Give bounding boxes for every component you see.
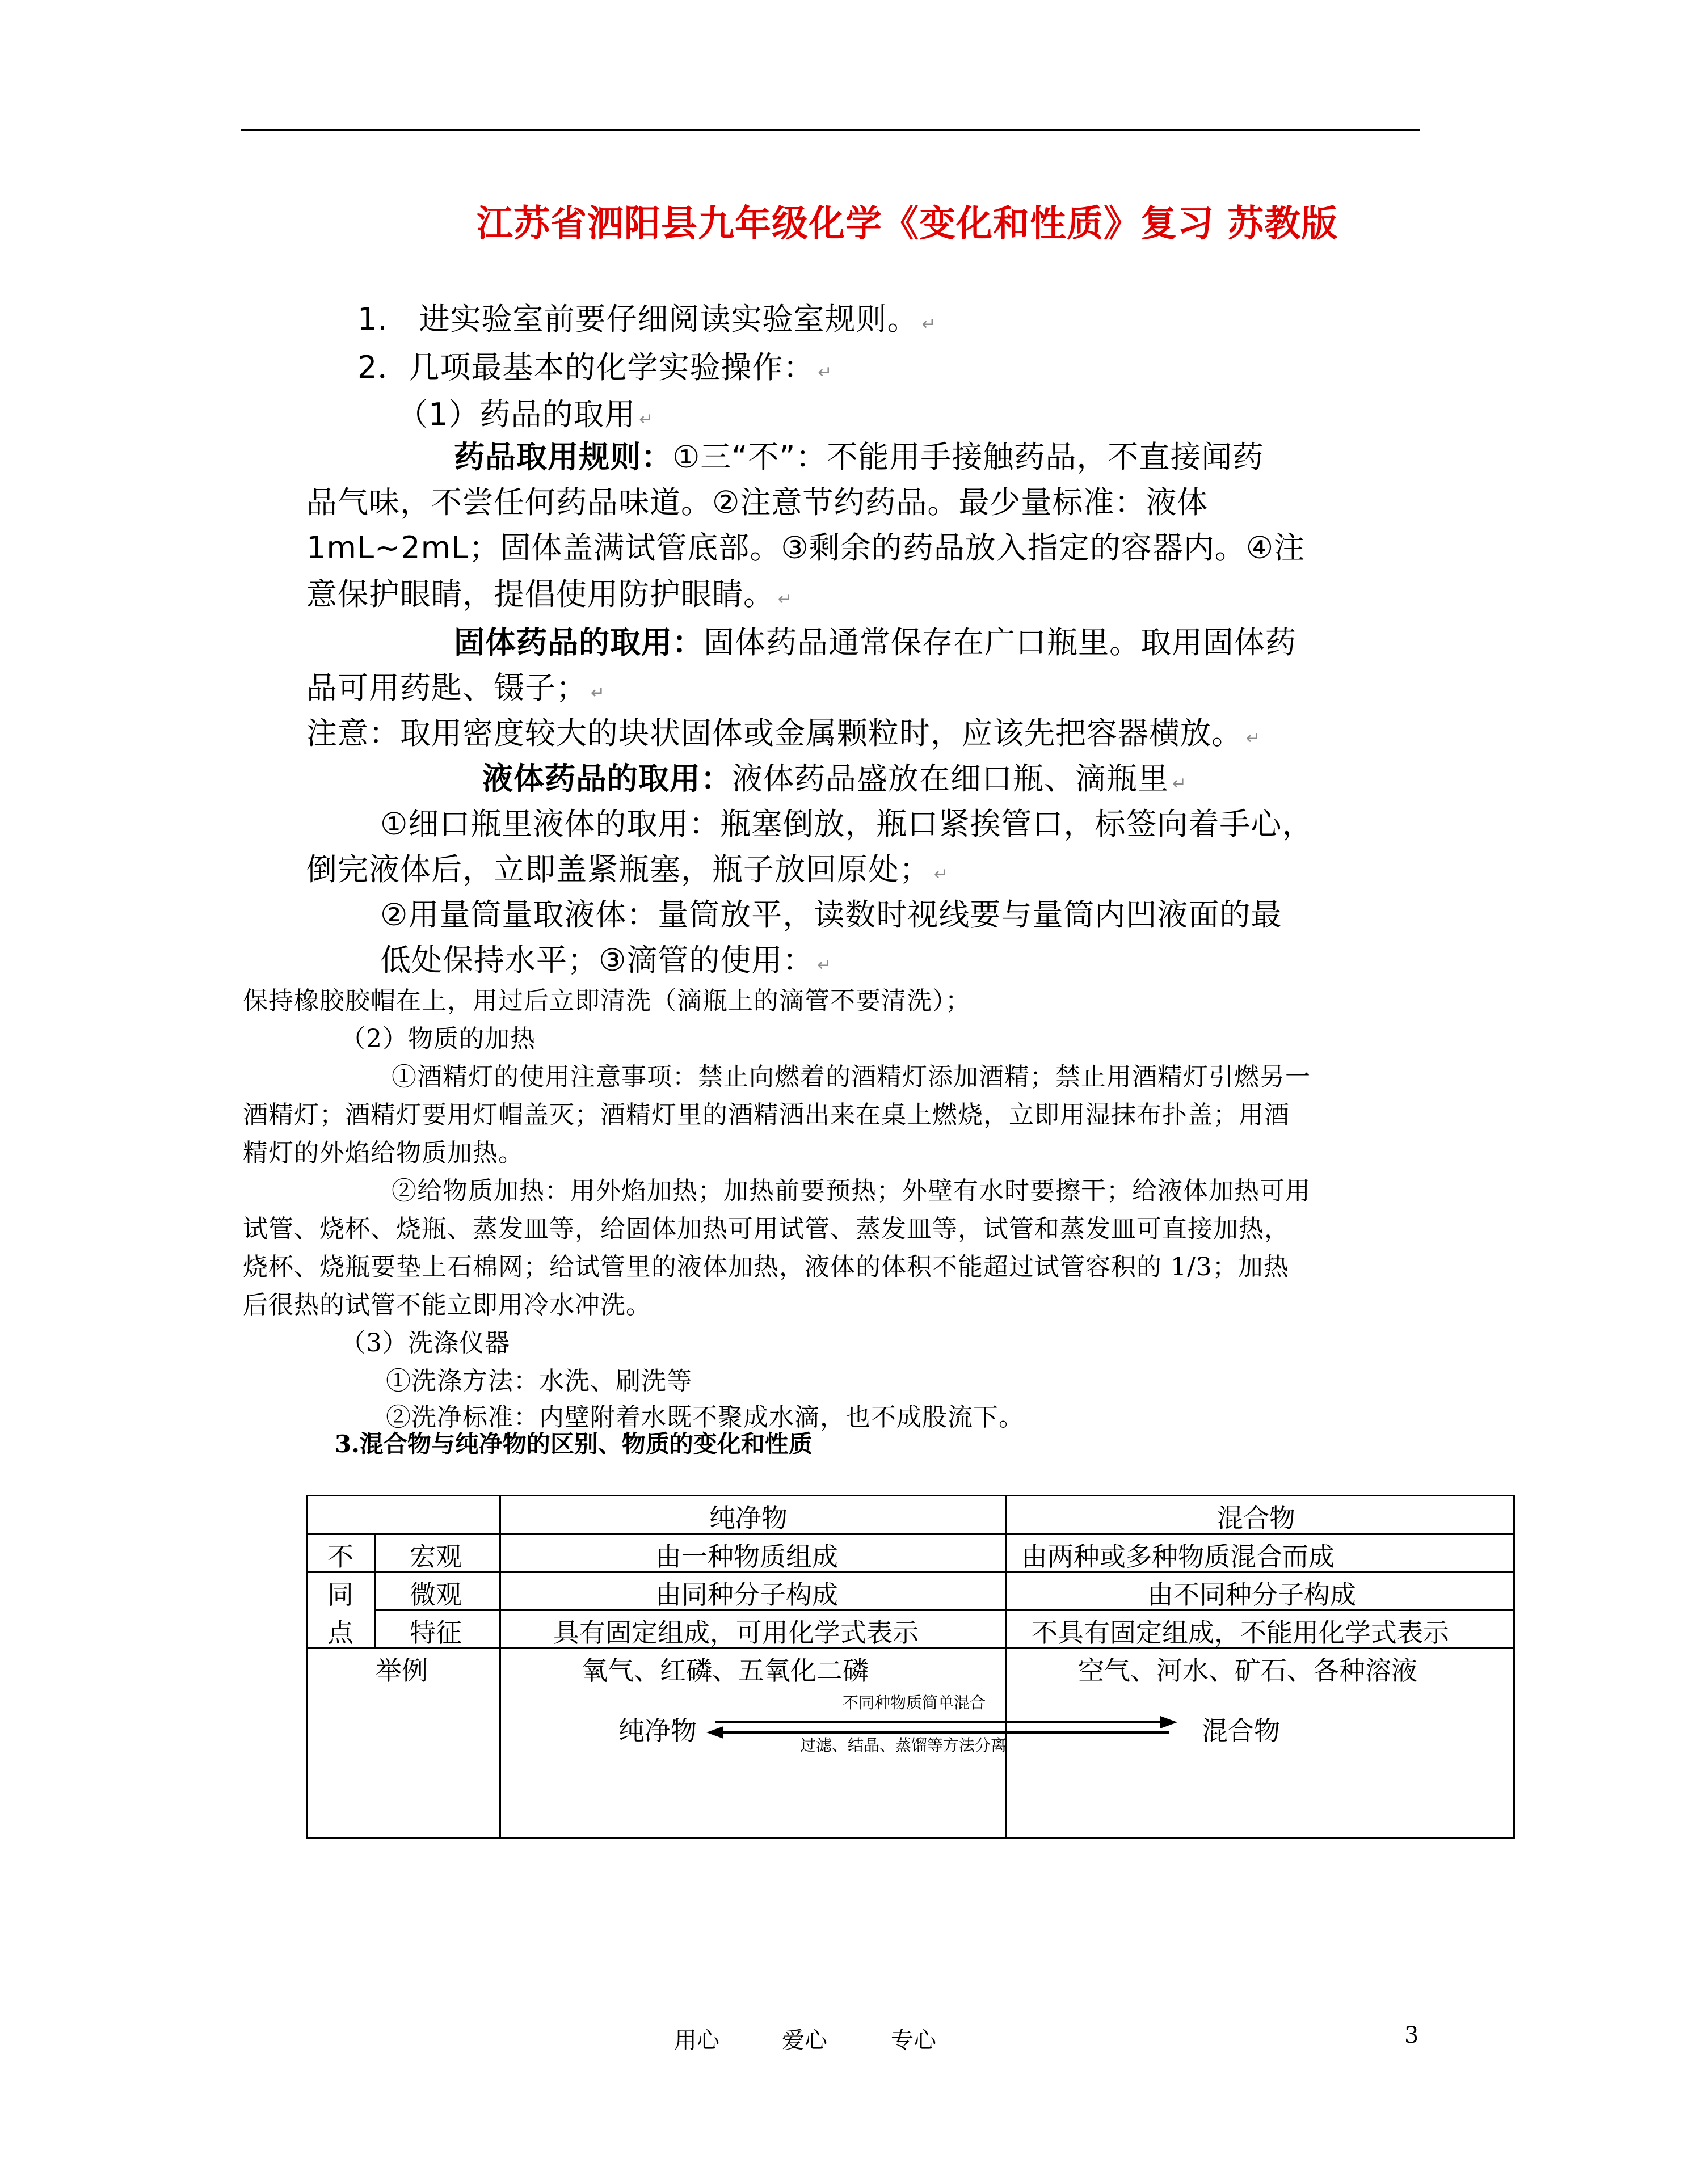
footer-slogan-3: 专心 [891,2027,936,2054]
body-line-1: 保持橡胶胶帽在上，用过后立即清洗（滴瓶上的滴管不要清洗）； [243,986,971,1015]
line-14: ②用量筒量取液体：量筒放平，读数时视线要与量筒内凹液面的最 [380,897,1282,933]
arrow-label-mix: 不同种物质简单混合 [843,1693,986,1712]
group-char: 点 [327,1617,353,1648]
example-label: 举例 [376,1655,428,1686]
page-number: 3 [1404,2022,1419,2048]
diagram-pure: 纯净物 [618,1715,697,1746]
row-label: 宏观 [410,1541,462,1572]
line-15: 低处保持水平；③滴管的使用： ↵ [380,942,832,978]
cell-mix: 由不同种分子构成 [1147,1579,1356,1610]
footer-slogan-2: 爱心 [782,2027,827,2054]
group-char: 同 [327,1579,353,1610]
arrow-label-separate: 过滤、结晶、蒸馏等方法分离 [800,1736,1007,1755]
table-col-line [499,1495,501,1839]
group-char: 不 [327,1541,353,1572]
table-border-left [306,1495,308,1839]
cell-mix: 不具有固定组成，不能用化学式表示 [1032,1617,1449,1648]
cell-pure: 由同种分子构成 [655,1579,838,1610]
body-line-3: ①酒精灯的使用注意事项：禁止向燃着的酒精灯添加酒精；禁止用酒精灯引燃另一 [392,1063,1311,1091]
section-3-heading: 3.混合物与纯净物的区别、物质的变化和性质 [335,1430,813,1458]
body-line-6: ②给物质加热：用外焰加热；加热前要预热；外壁有水时要擦干；给液体加热可用 [392,1177,1311,1205]
table-border-right [1513,1495,1515,1839]
table-border-bottom [306,1837,1515,1839]
line-3: （1）药品的取用 ↵ [397,397,654,432]
line-5: 品气味，不尝任何药品味道。②注意节约药品。最少量标准：液体 [306,484,1209,520]
line-7: 意保护眼睛，提倡使用防护眼睛。 ↵ [306,576,793,612]
line-1: 1. 进实验室前要仔细阅读实验室规则。 ↵ [357,301,937,337]
body-line-4: 酒精灯；酒精灯要用灯帽盖灭；酒精灯里的酒精洒出来在桌上燃烧，立即用湿抹布扑盖；用酒 [243,1101,1290,1129]
cell-pure: 由一种物质组成 [655,1541,838,1572]
header-pure: 纯净物 [709,1503,788,1533]
row-label: 特征 [410,1617,462,1648]
example-pure: 氧气、红磷、五氧化二磷 [582,1655,869,1686]
line-2: 2．几项最基本的化学实验操作： ↵ [357,349,833,385]
body-line-8: 烧杯、烧瓶要垫上石棉网；给试管里的液体加热，液体的体积不能超过试管容积的 1/3；加热 [243,1253,1289,1281]
line-13: 倒完液体后，立即盖紧瓶塞，瓶子放回原处； ↵ [306,851,949,887]
line-4: 药品取用规则：①三“不”：不能用手接触药品，不直接闻药 [454,439,1264,475]
body-line-2: （2）物质的加热 [340,1024,536,1053]
line-11: 液体药品的取用：液体药品盛放在细口瓶、滴瓶里 ↵ [482,761,1188,796]
body-line-7: 试管、烧杯、烧瓶、蒸发皿等，给固体加热可用试管、蒸发皿等，试管和蒸发皿可直接加热， [243,1215,1290,1243]
conversion-arrows [704,1713,1180,1742]
footer-slogan-1: 用心 [674,2027,719,2054]
body-line-10: （3）洗涤仪器 [340,1329,510,1357]
body-line-9: 后很热的试管不能立即用冷水冲洗。 [243,1291,651,1319]
body-line-11: ①洗涤方法：水洗、刷洗等 [386,1367,692,1395]
header-rule [241,129,1420,131]
cell-pure: 具有固定组成，可用化学式表示 [553,1617,919,1648]
cell-mix: 由两种或多种物质混合而成 [1021,1541,1335,1572]
body-line-5: 精灯的外焰给物质加热。 [243,1139,524,1167]
table-col-line [1005,1495,1007,1839]
row-label: 微观 [410,1579,462,1610]
page-title: 江苏省泗阳县九年级化学《变化和性质》复习 苏教版 [477,203,1338,245]
line-8: 固体药品的取用：固体药品通常保存在广口瓶里。取用固体药 [454,625,1296,660]
line-10: 注意：取用密度较大的块状固体或金属颗粒时，应该先把容器横放。 ↵ [306,715,1261,751]
line-12: ①细口瓶里液体的取用：瓶塞倒放，瓶口紧挨管口，标签向着手心， [380,806,1314,842]
header-mix: 混合物 [1217,1503,1295,1533]
line-6: 1mL~2mL；固体盖满试管底部。③剩余的药品放入指定的容器内。④注 [306,530,1306,566]
example-mix: 空气、河水、矿石、各种溶液 [1078,1655,1417,1686]
table-border-top [306,1495,1515,1496]
body-line-12: ②洗净标准：内壁附着水既不聚成水滴，也不成股流下。 [386,1403,1024,1432]
diagram-mix: 混合物 [1202,1715,1280,1746]
table-col-line [374,1533,376,1647]
table-row-line [306,1533,1515,1535]
line-9: 品可用药匙、镊子； ↵ [306,670,606,706]
